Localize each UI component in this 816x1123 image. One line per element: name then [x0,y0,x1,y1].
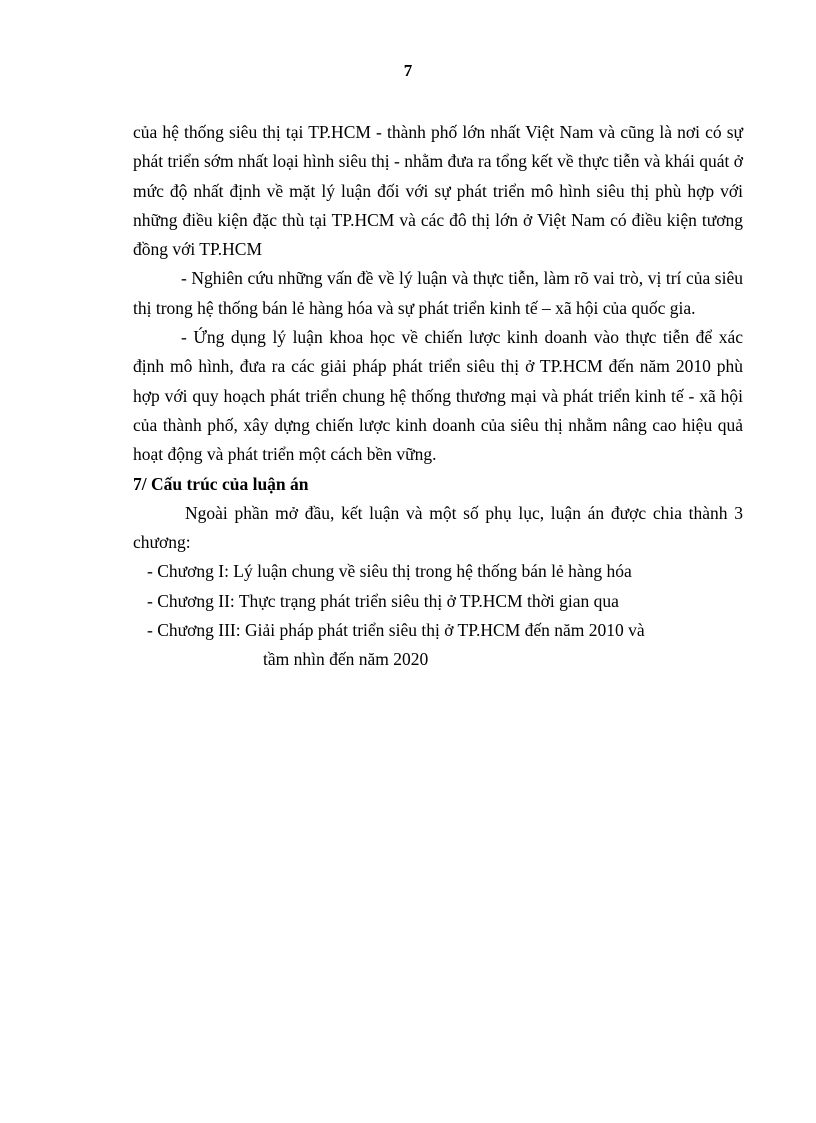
page-number: 7 [403,61,413,80]
section-intro: Ngoài phần mở đầu, kết luận và một số phụ lục, luận án được chia thành 3 chương: [133,502,743,553]
chapter-item-2: - Chương II: Thực trạng phát triển siêu thị ở TP.HCM thời gian qua [147,590,619,611]
chapter-item-3-continuation: tầm nhìn đến năm 2020 [263,649,429,670]
section-heading: 7/ Cấu trúc của luận án [133,473,309,494]
chapter-item-1: - Chương I: Lý luận chung về siêu thị trong hệ thống bán lẻ hàng hóa [147,561,632,582]
document-body [133,118,743,675]
paragraph-research-objective: - Nghiên cứu những vấn đề về lý luận và thực tiễn, làm rõ vai trò, vị trí của siêu thị trong hệ thống bán lẻ hàng hóa và sự phát triển kinh tế – xã hội của quốc gia. [133,268,743,318]
paragraph-continuation: của hệ thống siêu thị tại TP.HCM - thành phố lớn nhất Việt Nam và cũng là nơi có sự phát triển sớm nhất loại hình siêu thị - nhằm đưa ra tổng kết về thực tiễn và khái quát ở mức độ nhất định về mặt lý luận đối với sự phát triển mô hình siêu thị phù hợp với những điều kiện đặc thù tại TP.HCM và các đô thị lớn ở Việt Nam có điều kiện tương đồng với TP.HCM [133,122,743,260]
paragraph-application-objective: - Ứng dụng lý luận khoa học về chiến lược kinh doanh vào thực tiễn để xác định mô hình, đưa ra các giải pháp phát triển siêu thị ở TP.HCM đến năm 2010 phù hợp với quy hoạch phát triển chung hệ thống thương mại và phát triển kinh tế - xã hội của thành phố, xây dựng chiến lược kinh doanh của siêu thị nhằm nâng cao hiệu quả hoạt động và phát triển một cách bền vững. [133,327,743,465]
chapter-item-3: - Chương III: Giải pháp phát triển siêu thị ở TP.HCM đến năm 2010 và [147,620,645,641]
